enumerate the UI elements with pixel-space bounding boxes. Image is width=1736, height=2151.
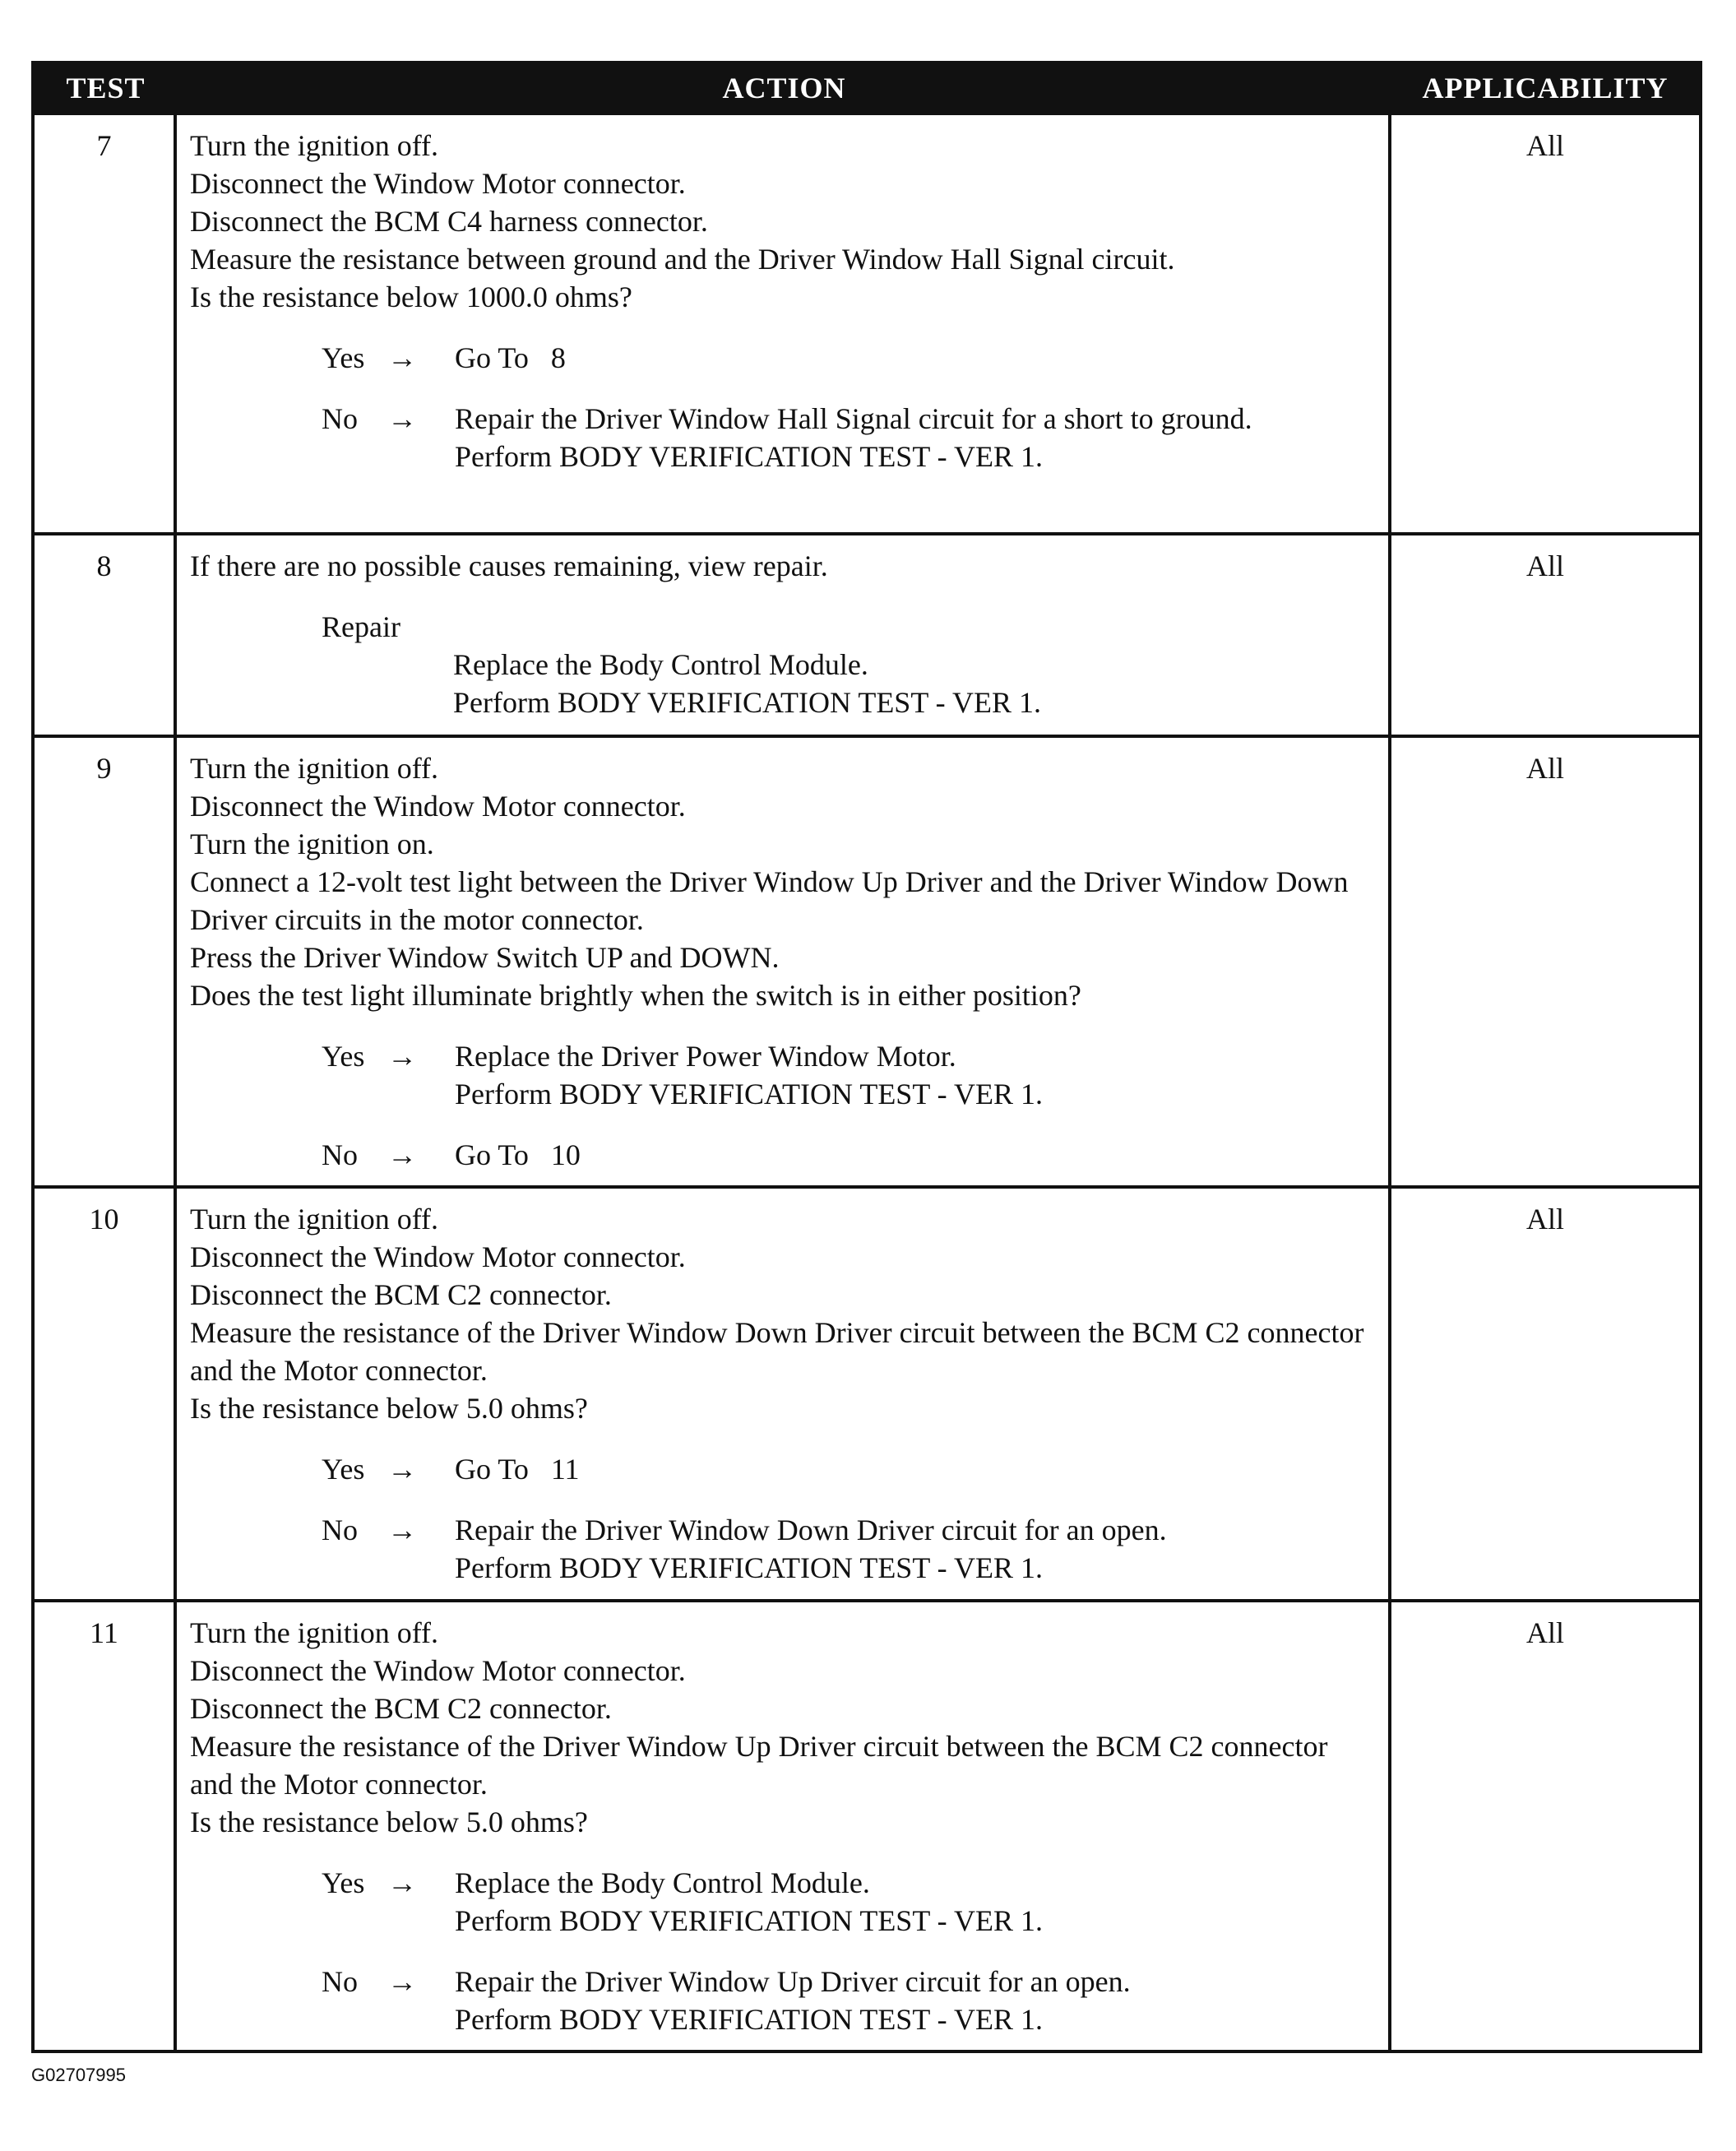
- step-text: Disconnect the Window Motor connector.: [190, 1240, 686, 1273]
- no-branch: [322, 400, 1377, 475]
- step-text: Turn the ignition off.: [190, 1202, 439, 1235]
- step-text: Turn the ignition on.: [190, 827, 434, 860]
- arrow-icon: →: [387, 1138, 417, 1171]
- no-branch: [322, 1511, 1377, 1587]
- result-line: Replace the Driver Power Window Motor.: [455, 1039, 956, 1073]
- no-branch: [322, 1963, 1377, 2038]
- no-label: No: [322, 402, 358, 435]
- repair-label: Repair: [322, 610, 400, 644]
- table-row: [35, 1185, 1699, 1599]
- no-result: [455, 1136, 1377, 1174]
- yes-label: Yes: [322, 1452, 365, 1486]
- no-label: No: [322, 1138, 358, 1171]
- diagnostic-test-table: [31, 61, 1702, 2053]
- step-text: Measure the resistance between ground and the Driver Window Hall Signal circuit.: [190, 243, 1175, 276]
- yes-label: Yes: [322, 1039, 365, 1073]
- yes-branch: [322, 1450, 1377, 1488]
- result-line: Perform BODY VERIFICATION TEST - VER 1.: [455, 440, 1044, 473]
- step-text: Turn the ignition off.: [190, 1616, 439, 1649]
- step-text: Does the test light illuminate brightly when the switch is in either position?: [190, 978, 1081, 1012]
- figure-id: G02707995: [31, 2065, 126, 2085]
- test-number: 11: [35, 1602, 177, 2050]
- applicability-cell: All: [1525, 129, 1564, 162]
- arrow-icon: →: [387, 1513, 417, 1546]
- header-applicability: APPLICABILITY: [1422, 72, 1669, 104]
- table-row: [35, 532, 1699, 735]
- no-result: [455, 400, 1377, 475]
- table-header: [35, 64, 1699, 112]
- result-line: Go To 10: [455, 1138, 581, 1171]
- step-text: Turn the ignition off.: [190, 751, 439, 785]
- test-number: 7: [35, 115, 177, 532]
- step-text: Press the Driver Window Switch UP and DOWN.: [190, 940, 780, 974]
- step-text: Disconnect the BCM C2 connector.: [190, 1277, 612, 1311]
- header-test: TEST: [66, 72, 146, 104]
- step-text: Is the resistance below 5.0 ohms?: [190, 1806, 588, 1838]
- step-text: Measure the resistance of the Driver Window Up Driver circuit between the BCM C2 connector and the Motor connector.: [190, 1730, 1328, 1801]
- action-cell: [177, 115, 1391, 532]
- step-text: Disconnect the Window Motor connector.: [190, 167, 686, 200]
- test-number: 9: [35, 738, 177, 1185]
- no-label: No: [322, 1513, 358, 1546]
- no-result: [455, 1511, 1377, 1587]
- yes-label: Yes: [322, 341, 365, 374]
- yes-result: [455, 1037, 1377, 1113]
- result-line: Repair the Driver Window Down Driver circuit for an open.: [455, 1513, 1167, 1546]
- no-branch: [322, 1136, 1377, 1174]
- table-row: [35, 735, 1699, 1185]
- step-text: Disconnect the Window Motor connector.: [190, 789, 686, 823]
- result-line: Go To 8: [455, 341, 566, 374]
- result-line: Go To 11: [455, 1452, 580, 1486]
- applicability-cell: All: [1525, 549, 1564, 583]
- step-text: Disconnect the BCM C2 connector.: [190, 1692, 612, 1725]
- no-label: No: [322, 1965, 358, 1998]
- yes-branch: [322, 1864, 1377, 1940]
- arrow-icon: →: [387, 341, 417, 374]
- step-text: Disconnect the Window Motor connector.: [190, 1654, 686, 1687]
- action-cell: [177, 535, 1391, 735]
- yes-branch: [322, 1037, 1377, 1113]
- test-number: 10: [35, 1189, 177, 1599]
- arrow-icon: →: [387, 402, 417, 435]
- result-line: Perform BODY VERIFICATION TEST - VER 1.: [455, 1904, 1044, 1937]
- test-number: 8: [35, 535, 177, 735]
- result-line: Replace the Body Control Module.: [453, 648, 868, 682]
- yes-label: Yes: [322, 1866, 365, 1899]
- action-cell: [177, 1189, 1391, 1599]
- arrow-icon: →: [387, 1452, 417, 1486]
- no-result: [455, 1963, 1377, 2038]
- arrow-icon: →: [387, 1965, 417, 1998]
- result-line: Replace the Body Control Module.: [455, 1866, 870, 1899]
- result-line: Perform BODY VERIFICATION TEST - VER 1.: [455, 2003, 1044, 2036]
- step-text: Disconnect the BCM C4 harness connector.: [190, 205, 708, 238]
- applicability-cell: All: [1525, 1202, 1564, 1235]
- result-line: Repair the Driver Window Up Driver circuit for an open.: [455, 1965, 1131, 1998]
- repair-result: [453, 646, 1377, 721]
- result-line: Perform BODY VERIFICATION TEST - VER 1.: [455, 1077, 1044, 1110]
- table-row: [35, 1599, 1699, 2050]
- step-text: Turn the ignition off.: [190, 129, 439, 162]
- step-text: Connect a 12-volt test light between the Driver Window Up Driver and the Driver Window Down Driver circuits in the motor connector.: [190, 865, 1349, 936]
- table-row: [35, 112, 1699, 532]
- step-text: Is the resistance below 5.0 ohms?: [190, 1391, 588, 1425]
- repair-branch: [322, 608, 1377, 721]
- step-text: If there are no possible causes remaining, view repair.: [190, 549, 828, 583]
- yes-result: [455, 339, 1377, 377]
- applicability-cell: All: [1525, 751, 1564, 785]
- step-text: Measure the resistance of the Driver Window Down Driver circuit between the BCM C2 connector and the Motor connector.: [190, 1315, 1364, 1387]
- applicability-cell: All: [1525, 1616, 1564, 1649]
- result-line: Perform BODY VERIFICATION TEST - VER 1.: [455, 1551, 1044, 1584]
- arrow-icon: →: [387, 1866, 417, 1899]
- result-line: Repair the Driver Window Hall Signal circuit for a short to ground.: [455, 402, 1252, 435]
- yes-result: [455, 1864, 1377, 1940]
- action-cell: [177, 738, 1391, 1185]
- yes-result: [455, 1450, 1377, 1488]
- action-cell: [177, 1602, 1391, 2050]
- result-line: Perform BODY VERIFICATION TEST - VER 1.: [453, 686, 1042, 720]
- arrow-icon: →: [387, 1039, 417, 1073]
- step-text: Is the resistance below 1000.0 ohms?: [190, 280, 632, 313]
- yes-branch: [322, 339, 1377, 377]
- header-action: ACTION: [722, 72, 846, 104]
